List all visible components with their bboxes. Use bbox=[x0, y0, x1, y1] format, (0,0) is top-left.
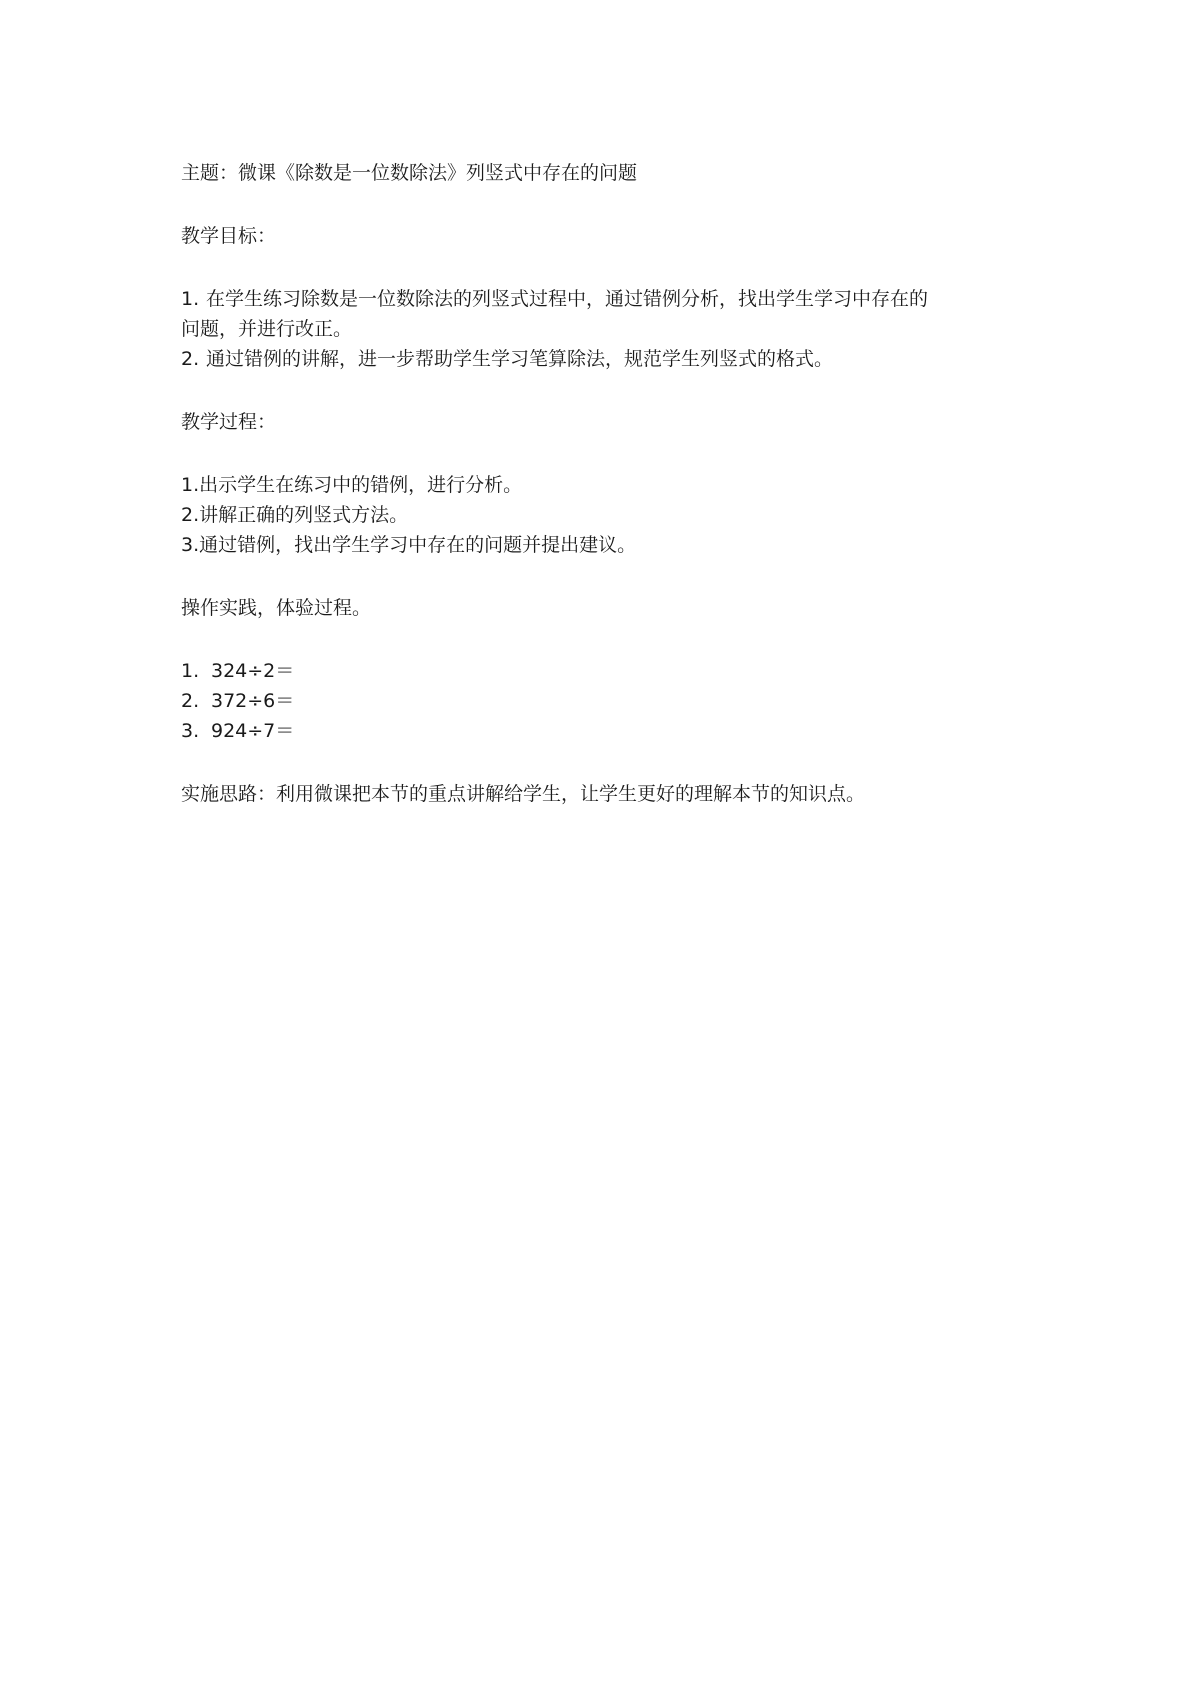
exercise-item-3 bbox=[181, 716, 1041, 746]
process-step-2 bbox=[181, 500, 1041, 530]
process-text: 通过错例，找出学生学习中存在的问题并提出建议。 bbox=[199, 534, 637, 556]
process-step-3 bbox=[181, 530, 1041, 560]
spacer bbox=[181, 623, 1041, 656]
process-heading: 教学过程： bbox=[181, 411, 277, 433]
exercise-expression: 372÷6＝ bbox=[211, 690, 295, 712]
process-number: 1. bbox=[181, 474, 200, 496]
goal-item-2 bbox=[181, 344, 1041, 374]
process-number: 3. bbox=[181, 534, 200, 556]
exercise-number: 1. bbox=[181, 660, 200, 682]
goal-number: 1. bbox=[181, 288, 200, 310]
process-text: 出示学生在练习中的错例，进行分析。 bbox=[199, 474, 523, 496]
exercise-expression: 324÷2＝ bbox=[211, 660, 295, 682]
spacer bbox=[181, 746, 1041, 779]
spacer bbox=[181, 251, 1041, 284]
goal-text: 在学生练习除数是一位数除法的列竖式过程中，通过错例分析，找出学生学习中存在的 bbox=[206, 288, 929, 310]
exercise-item-2 bbox=[181, 686, 1041, 716]
document-body bbox=[181, 158, 1041, 809]
spacer bbox=[181, 374, 1041, 407]
implementation-line: 实施思路：利用微课把本节的重点讲解给学生，让学生更好的理解本节的知识点。 bbox=[181, 783, 866, 805]
topic-line: 主题：微课《除数是一位数除法》列竖式中存在的问题 bbox=[181, 162, 638, 184]
goal-text: 通过错例的讲解，进一步帮助学生学习笔算除法，规范学生列竖式的格式。 bbox=[206, 348, 834, 370]
goal-number: 2. bbox=[181, 348, 200, 370]
exercise-item-1 bbox=[181, 656, 1041, 686]
practice-heading: 操作实践，体验过程。 bbox=[181, 597, 372, 619]
spacer bbox=[181, 437, 1041, 470]
goals-heading: 教学目标： bbox=[181, 225, 277, 247]
exercise-number: 3. bbox=[181, 720, 200, 742]
process-step-1 bbox=[181, 470, 1041, 500]
exercise-number: 2. bbox=[181, 690, 200, 712]
process-text: 讲解正确的列竖式方法。 bbox=[199, 504, 409, 526]
spacer bbox=[181, 188, 1041, 221]
process-number: 2. bbox=[181, 504, 200, 526]
exercise-expression: 924÷7＝ bbox=[211, 720, 295, 742]
goal-item-1 bbox=[181, 284, 1041, 344]
spacer bbox=[181, 560, 1041, 593]
goal-text-continued: 问题，并进行改正。 bbox=[181, 318, 353, 340]
